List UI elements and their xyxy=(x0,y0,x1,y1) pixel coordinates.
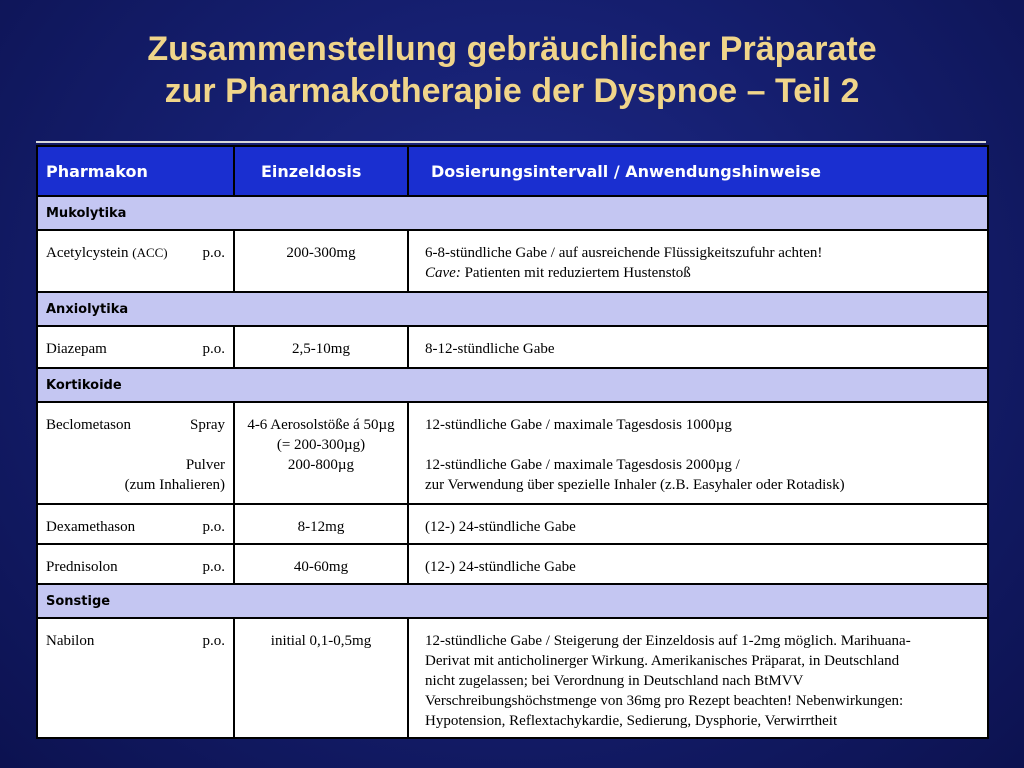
header-pharmakon: Pharmakon xyxy=(37,146,234,196)
drug-route: p.o. xyxy=(202,341,225,357)
hint-line: nicht zugelassen; bei Verordnung in Deutschland nach BtMVV xyxy=(425,673,804,689)
table-row-acetylcystein xyxy=(37,230,988,292)
drug-name: Acetylcystein xyxy=(46,245,129,261)
table-row-prednisolon xyxy=(37,544,988,584)
hint-cell: 8-12-stündliche Gabe xyxy=(408,326,988,368)
drug-route-pulver: Pulver xyxy=(185,457,225,473)
drug-cell xyxy=(37,326,234,368)
slide-title xyxy=(0,28,1024,112)
hint-line: Patienten mit reduziertem Hustenstoß xyxy=(464,265,691,281)
dose-line: 4-6 Aerosolstöße á 50µg xyxy=(247,417,395,433)
hint-line: Derivat mit anticholinerger Wirkung. Amerikanisches Präparat, in Deutschland xyxy=(425,653,900,669)
category-label: Anxiolytika xyxy=(37,292,988,326)
drug-name: Prednisolon xyxy=(46,559,118,575)
hint-cell xyxy=(408,402,988,504)
category-label: Mukolytika xyxy=(37,196,988,230)
hint-line: 6-8-stündliche Gabe / auf ausreichende Flüssigkeitszufuhr achten! xyxy=(425,245,823,261)
hint-line: Verschreibungshöchstmenge von 36mg pro Rezept beachten! Nebenwirkungen: xyxy=(425,693,904,709)
drug-cell xyxy=(37,230,234,292)
hint-line: 12-stündliche Gabe / maximale Tagesdosis 1000µg xyxy=(425,417,732,433)
title-line-2: zur Pharmakotherapie der Dyspnoe – Teil 2 xyxy=(164,72,860,110)
dose-cell xyxy=(234,402,408,504)
dose-cell: 40-60mg xyxy=(234,544,408,584)
hint-line: 12-stündliche Gabe / maximale Tagesdosis 2000µg / xyxy=(425,457,740,473)
drug-route: p.o. xyxy=(202,519,225,535)
title-line-1: Zusammenstellung gebräuchlicher Präparate xyxy=(147,30,877,68)
dose-line: (= 200-300µg) xyxy=(276,437,366,453)
hint-cell xyxy=(408,230,988,292)
dose-cell: 200-300mg xyxy=(234,230,408,292)
drug-route-spray: Spray xyxy=(190,417,225,433)
category-row-anxiolytika xyxy=(37,292,988,326)
drug-name: Nabilon xyxy=(46,633,95,649)
dose-cell: 2,5-10mg xyxy=(234,326,408,368)
drug-abbr: (ACC) xyxy=(132,245,168,260)
header-dosierungsintervall: Dosierungsintervall / Anwendungshinweise xyxy=(408,146,988,196)
dose-cell: 8-12mg xyxy=(234,504,408,544)
hint-cell: (12-) 24-stündliche Gabe xyxy=(408,504,988,544)
table-row-nabilon xyxy=(37,618,988,738)
table-row-diazepam xyxy=(37,326,988,368)
dose-line: 200-800µg xyxy=(287,457,355,473)
category-row-mukolytika xyxy=(37,196,988,230)
drug-cell xyxy=(37,544,234,584)
table-row-dexamethason xyxy=(37,504,988,544)
drug-name: Dexamethason xyxy=(46,519,136,535)
hint-line: Hypotension, Reflextachykardie, Sedierung, Dysphorie, Verwirrtheit xyxy=(425,713,838,729)
dose-cell: initial 0,1-0,5mg xyxy=(234,618,408,738)
table-header-row xyxy=(37,146,988,196)
cave-label: Cave: xyxy=(425,265,461,281)
table-row-beclometason xyxy=(37,402,988,504)
hint-line: zur Verwendung über spezielle Inhaler (z.B. Easyhaler oder Rotadisk) xyxy=(425,477,845,493)
drug-route: p.o. xyxy=(202,245,225,261)
drug-route: p.o. xyxy=(202,559,225,575)
drug-cell xyxy=(37,504,234,544)
drug-name: Diazepam xyxy=(46,341,107,357)
drug-route-pulver-note: (zum Inhalieren) xyxy=(124,477,225,493)
drug-route: p.o. xyxy=(202,633,225,649)
header-einzeldosis: Einzeldosis xyxy=(234,146,408,196)
hint-cell xyxy=(408,618,988,738)
hint-cell: (12-) 24-stündliche Gabe xyxy=(408,544,988,584)
category-label: Sonstige xyxy=(37,584,988,618)
hint-line: 12-stündliche Gabe / Steigerung der Einzeldosis auf 1-2mg möglich. Marihuana- xyxy=(425,633,911,649)
category-row-kortikoide xyxy=(37,368,988,402)
category-label: Kortikoide xyxy=(37,368,988,402)
drug-cell xyxy=(37,402,234,504)
drug-table xyxy=(36,145,989,739)
drug-name: Beclometason xyxy=(46,417,131,433)
title-divider xyxy=(36,141,986,143)
drug-cell xyxy=(37,618,234,738)
category-row-sonstige xyxy=(37,584,988,618)
